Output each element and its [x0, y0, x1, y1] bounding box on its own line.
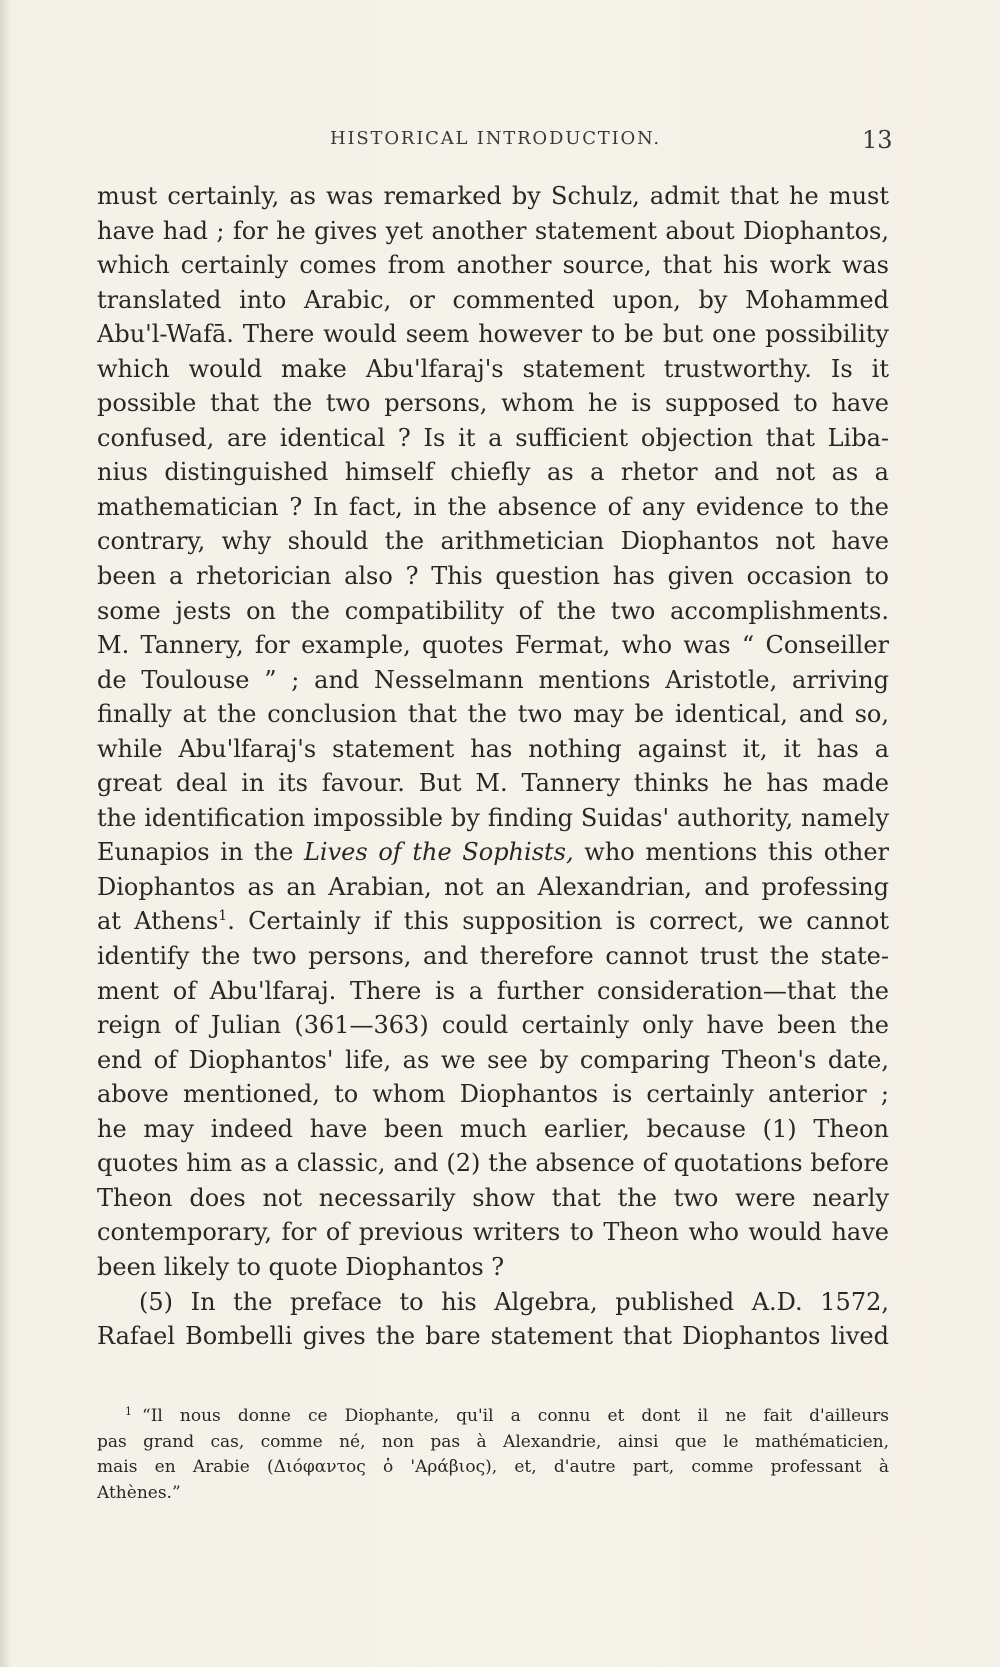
page-header — [0, 128, 1000, 164]
text-line: been likely to quote Diophantos ? — [97, 1252, 505, 1281]
paragraph-start: (5) In the preface to his Algebra, published A.D. 1572, — [139, 1287, 889, 1316]
text-line: Rafael Bombelli gives the bare statement that Diophantos lived — [97, 1322, 889, 1351]
text-line: which certainly comes from another source, that his work was — [97, 251, 889, 280]
text-line: must certainly, as was remarked by Schulz, admit that he must — [97, 182, 889, 210]
text-line: reign of Julian (361—363) could certainly only have been the — [97, 1011, 889, 1040]
text-line — [97, 904, 889, 939]
text-line: end of Diophantos' life, as we see by comparing Theon's date, — [97, 1045, 889, 1074]
text-line: M. Tannery, for example, quotes Fermat, who was “ Conseiller — [97, 631, 889, 660]
footnote-reference: 1 — [218, 908, 228, 925]
gutter-shadow — [0, 0, 10, 1667]
text-line: Theon does not necessarily show that the two were nearly — [97, 1183, 889, 1212]
text-segment: Eunapios in the — [97, 838, 304, 867]
text-line: some jests on the compatibility of the two accomplishments. — [97, 596, 889, 625]
text-line: mathematician ? In fact, in the absence of any evidence to the — [97, 492, 889, 521]
text-line: finally at the conclusion that the two may be identical, and so, — [97, 700, 889, 729]
text-line: have had ; for he gives yet another statement about Diophantos, — [97, 216, 889, 245]
text-line: ment of Abu'lfaraj. There is a further consideration—that the — [97, 976, 889, 1005]
text-line: Diophantos as an Arabian, not an Alexandrian, and professing — [97, 872, 889, 901]
body-text — [97, 179, 889, 1354]
text-line: identify the two persons, and therefore cannot trust the state- — [97, 942, 889, 971]
text-line: above mentioned, to whom Diophantos is certainly anterior ; — [97, 1080, 889, 1109]
text-line: great deal in its favour. But M. Tannery thinks he has made — [97, 769, 889, 798]
footnote-line — [97, 1404, 889, 1430]
text-line: the identification impossible by finding Suidas' authority, namely — [97, 803, 889, 832]
text-segment: . Certainly if this supposition is correct, we cannot — [227, 907, 890, 936]
text-line: been a rhetorician also ? This question has given occasion to — [97, 562, 889, 591]
footnote — [97, 1404, 889, 1507]
footnote-line: Athènes.” — [97, 1483, 181, 1504]
text-line: nius distinguished himself chiefly as a rhetor and not as a — [97, 458, 889, 487]
text-line: possible that the two persons, whom he is supposed to have — [97, 389, 889, 418]
text-line: quotes him as a classic, and (2) the absence of quotations before — [97, 1149, 889, 1178]
text-line: Abu'l-Wafā. There would seem however to be but one possibility — [97, 320, 889, 349]
footnote-marker: 1 — [125, 1405, 132, 1418]
text-line: confused, are identical ? Is it a sufficient objection that Liba- — [97, 423, 889, 452]
text-line: which would make Abu'lfaraj's statement trustworthy. Is it — [97, 354, 889, 383]
text-segment: who mentions this other — [573, 838, 889, 867]
running-head: HISTORICAL INTRODUCTION. — [330, 128, 661, 149]
text-segment: at Athens — [97, 907, 219, 936]
footnote-line: mais en Arabie (Διόφαντος ὁ 'Αράβιος), et, d'autre part, comme professant à — [97, 1457, 889, 1478]
text-line: contrary, why should the arithmetician Diophantos not have — [97, 527, 889, 556]
text-line: he may indeed have been much earlier, because (1) Theon — [97, 1114, 889, 1143]
footnote-line: pas grand cas, comme né, non pas à Alexandrie, ainsi que le mathématicien, — [97, 1431, 889, 1452]
footnote-text: “Il nous donne ce Diophante, qu'il a connu et dont il ne fait d'ailleurs — [142, 1406, 889, 1426]
text-line: contemporary, for of previous writers to Theon who would have — [97, 1218, 889, 1247]
page-number: 13 — [862, 126, 893, 154]
text-line: de Toulouse ” ; and Nesselmann mentions Aristotle, arriving — [97, 665, 889, 694]
text-line: while Abu'lfaraj's statement has nothing against it, it has a — [97, 734, 889, 763]
text-line: translated into Arabic, or commented upon, by Mohammed — [97, 285, 889, 314]
text-line — [97, 835, 889, 870]
book-title: Lives of the Sophists, — [303, 838, 574, 867]
